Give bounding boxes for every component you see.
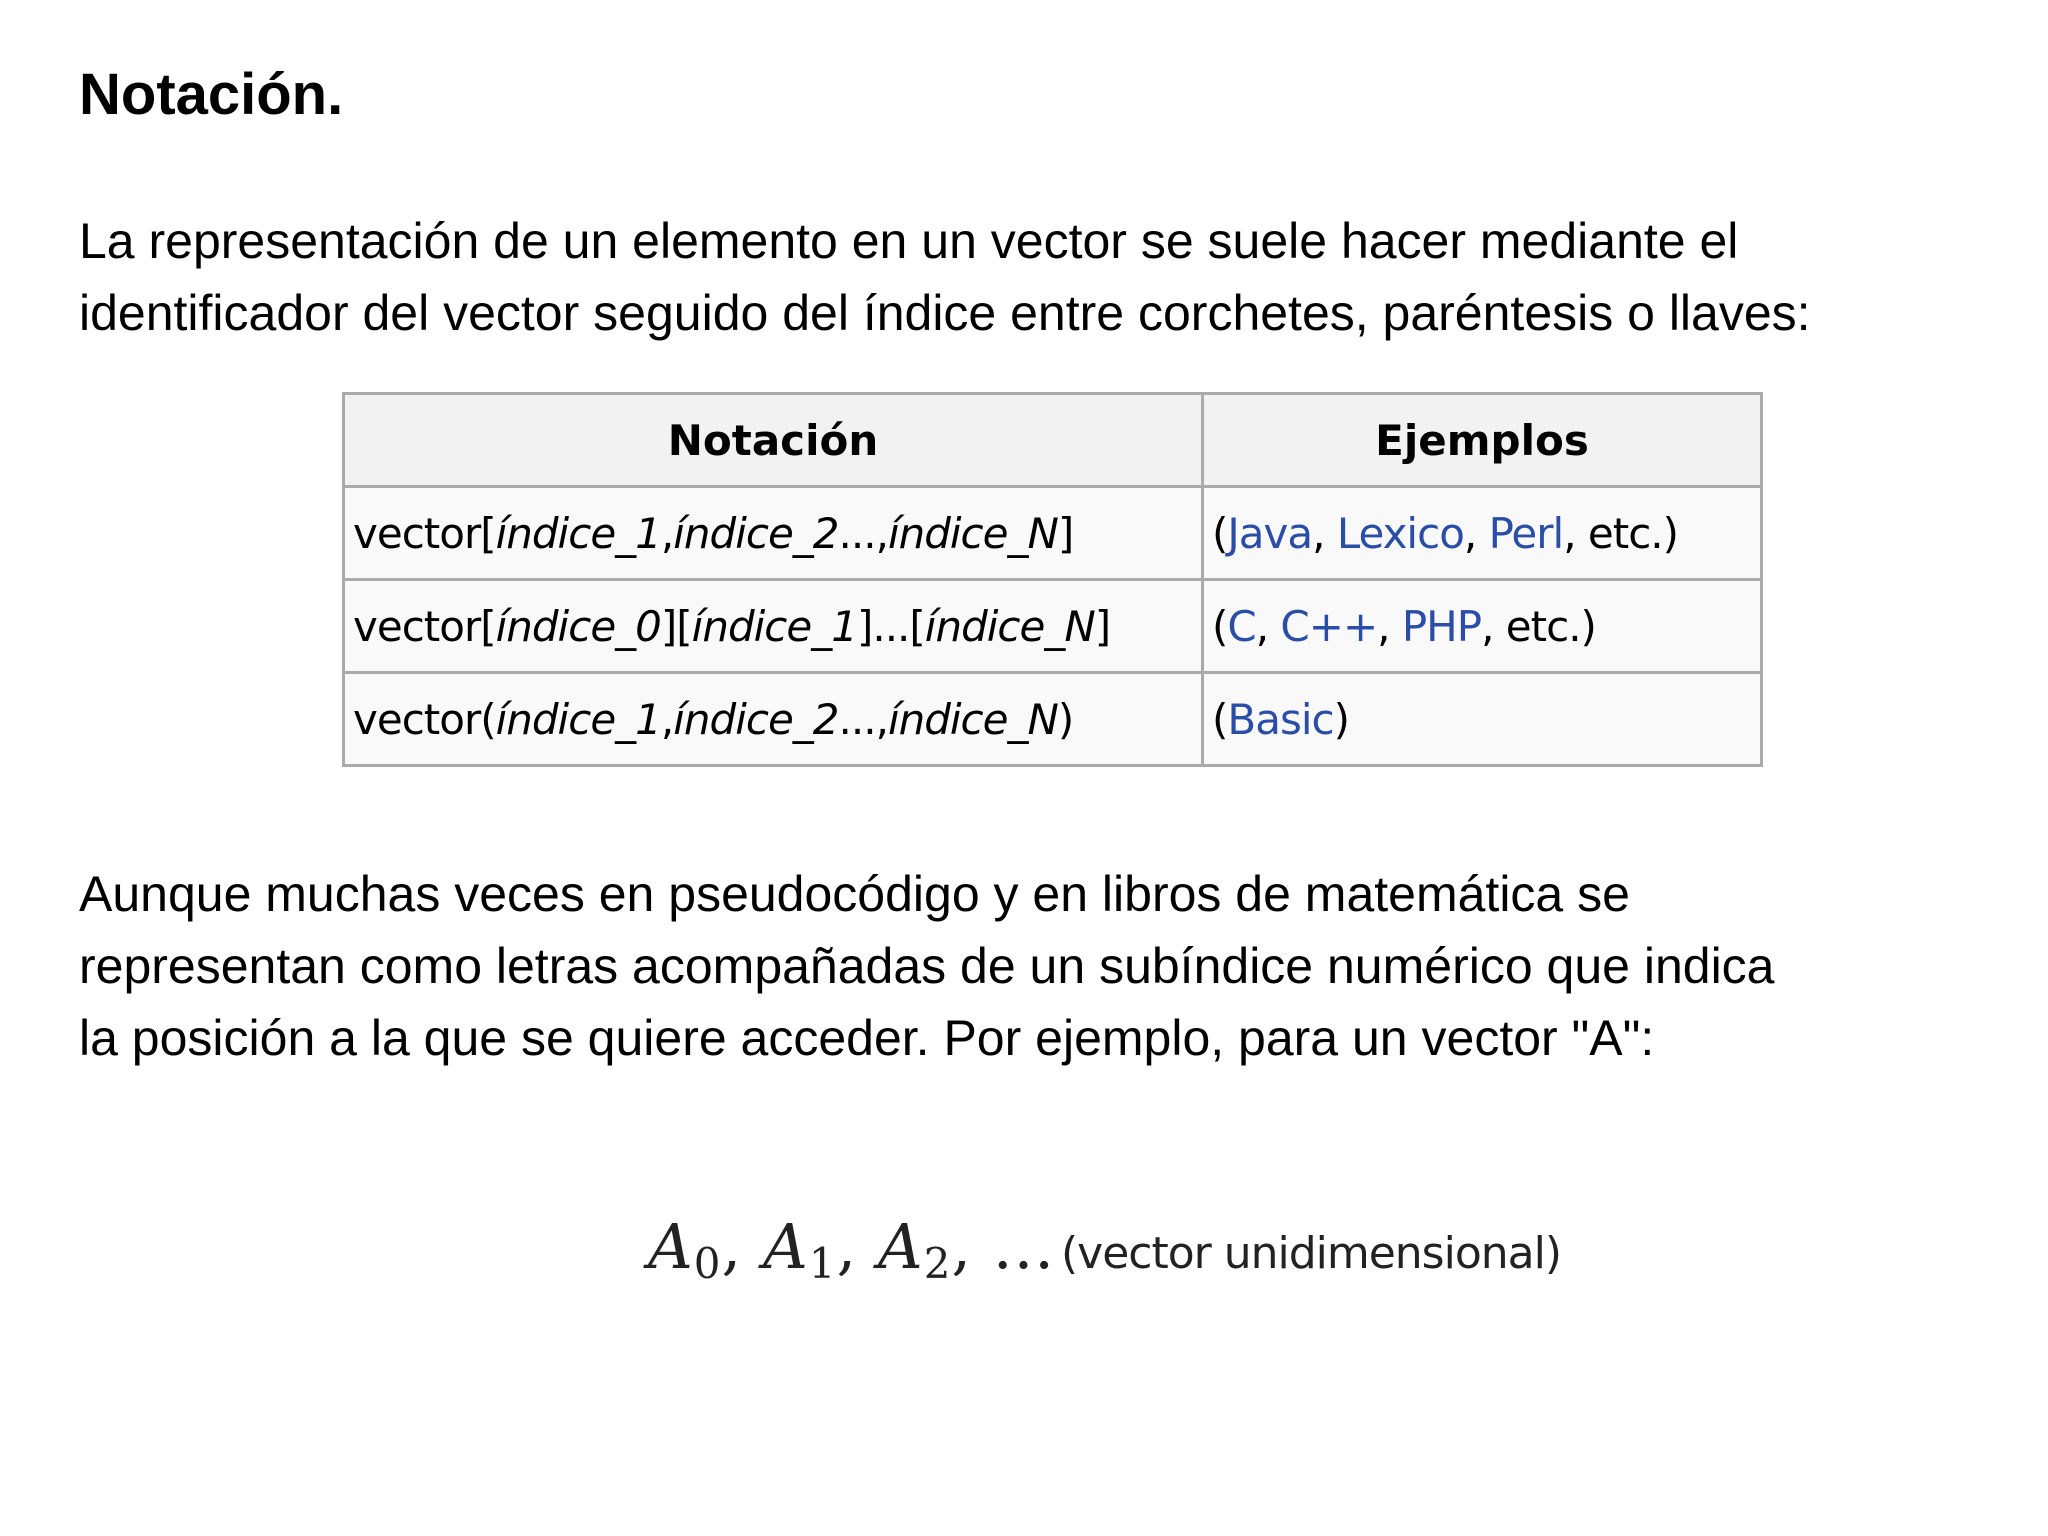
notation-separator: , — [660, 694, 674, 744]
notation-suffix: ) — [1057, 694, 1074, 744]
formula-ellipsis: ... — [992, 1210, 1055, 1283]
formula-math — [648, 1210, 1055, 1288]
link-php[interactable]: PHP — [1401, 601, 1482, 651]
header-examples: Ejemplos — [1203, 394, 1762, 487]
index-last: índice_N — [887, 694, 1058, 744]
examples-cell — [1203, 487, 1762, 580]
index-last: índice_N — [924, 601, 1095, 651]
formula-letter: A — [877, 1210, 924, 1283]
notation-cell — [344, 580, 1203, 673]
body-line-2: representan como letras acompañadas de un subíndice numérico que indica — [79, 938, 1775, 994]
notation-separator: , — [660, 508, 674, 558]
index-first: índice_1 — [495, 694, 661, 744]
slide-title: Notación. — [79, 62, 344, 127]
index-first: índice_0 — [495, 601, 661, 651]
index-first: índice_1 — [495, 508, 661, 558]
notation-suffix: ] — [1057, 508, 1074, 558]
link-basic[interactable]: Basic — [1227, 694, 1334, 744]
notation-suffix: ] — [1094, 601, 1111, 651]
intro-line-2: identificador del vector seguido del índice entre corchetes, paréntesis o llaves: — [79, 285, 1811, 341]
index-last: índice_N — [887, 508, 1058, 558]
examples-cell — [1203, 580, 1762, 673]
intro-paragraph — [79, 205, 1979, 349]
examples-tail: , etc.) — [1481, 601, 1596, 651]
notation-separator: ]...[ — [856, 601, 925, 651]
link-cpp[interactable]: C++ — [1280, 601, 1378, 651]
header-notation: Notación — [344, 394, 1203, 487]
link-c[interactable]: C — [1227, 601, 1256, 651]
formula-letter: A — [762, 1210, 809, 1283]
index-second: índice_2 — [673, 694, 839, 744]
formula-comma: , — [836, 1210, 858, 1283]
intro-line-1: La representación de un elemento en un vector se suele hacer mediante el — [79, 213, 1739, 269]
examples-tail: ) — [1333, 694, 1349, 744]
formula-example — [648, 1210, 1561, 1288]
examples-separator: , — [1255, 601, 1281, 651]
notation-prefix: vector[ — [353, 601, 496, 651]
notation-separator: ..., — [838, 694, 888, 744]
notation-separator: ][ — [660, 601, 692, 651]
notation-prefix: vector( — [353, 694, 496, 744]
index-second: índice_2 — [673, 508, 839, 558]
formula-subscript: 0 — [693, 1239, 722, 1288]
link-lexico[interactable]: Lexico — [1336, 508, 1464, 558]
formula-comma: , — [951, 1210, 973, 1283]
notation-prefix: vector[ — [353, 508, 496, 558]
notation-cell — [344, 487, 1203, 580]
body-paragraph — [79, 858, 1999, 1074]
body-line-3: la posición a la que se quiere acceder. Por ejemplo, para un vector "A": — [79, 1010, 1655, 1066]
table-row — [344, 580, 1762, 673]
formula-note: (vector unidimensional) — [1060, 1228, 1561, 1279]
table-row — [344, 487, 1762, 580]
formula-subscript: 2 — [923, 1239, 952, 1288]
examples-separator: , — [1463, 508, 1489, 558]
paren-open: ( — [1212, 601, 1228, 651]
paren-open: ( — [1212, 508, 1228, 558]
body-line-1: Aunque muchas veces en pseudocódigo y en libros de matemática se — [79, 866, 1630, 922]
notation-table — [342, 392, 1763, 767]
table-header-row — [344, 394, 1762, 487]
paren-open: ( — [1212, 694, 1228, 744]
notation-separator: ..., — [838, 508, 888, 558]
examples-separator: , — [1312, 508, 1337, 558]
link-perl[interactable]: Perl — [1488, 508, 1564, 558]
formula-subscript: 1 — [808, 1239, 837, 1288]
index-second: índice_1 — [691, 601, 857, 651]
examples-cell — [1203, 673, 1762, 766]
examples-tail: , etc.) — [1563, 508, 1679, 558]
formula-letter: A — [648, 1210, 694, 1283]
formula-comma: , — [721, 1210, 743, 1283]
examples-separator: , — [1377, 601, 1402, 651]
table-row — [344, 673, 1762, 766]
link-java[interactable]: Java — [1227, 508, 1313, 558]
notation-cell — [344, 673, 1203, 766]
